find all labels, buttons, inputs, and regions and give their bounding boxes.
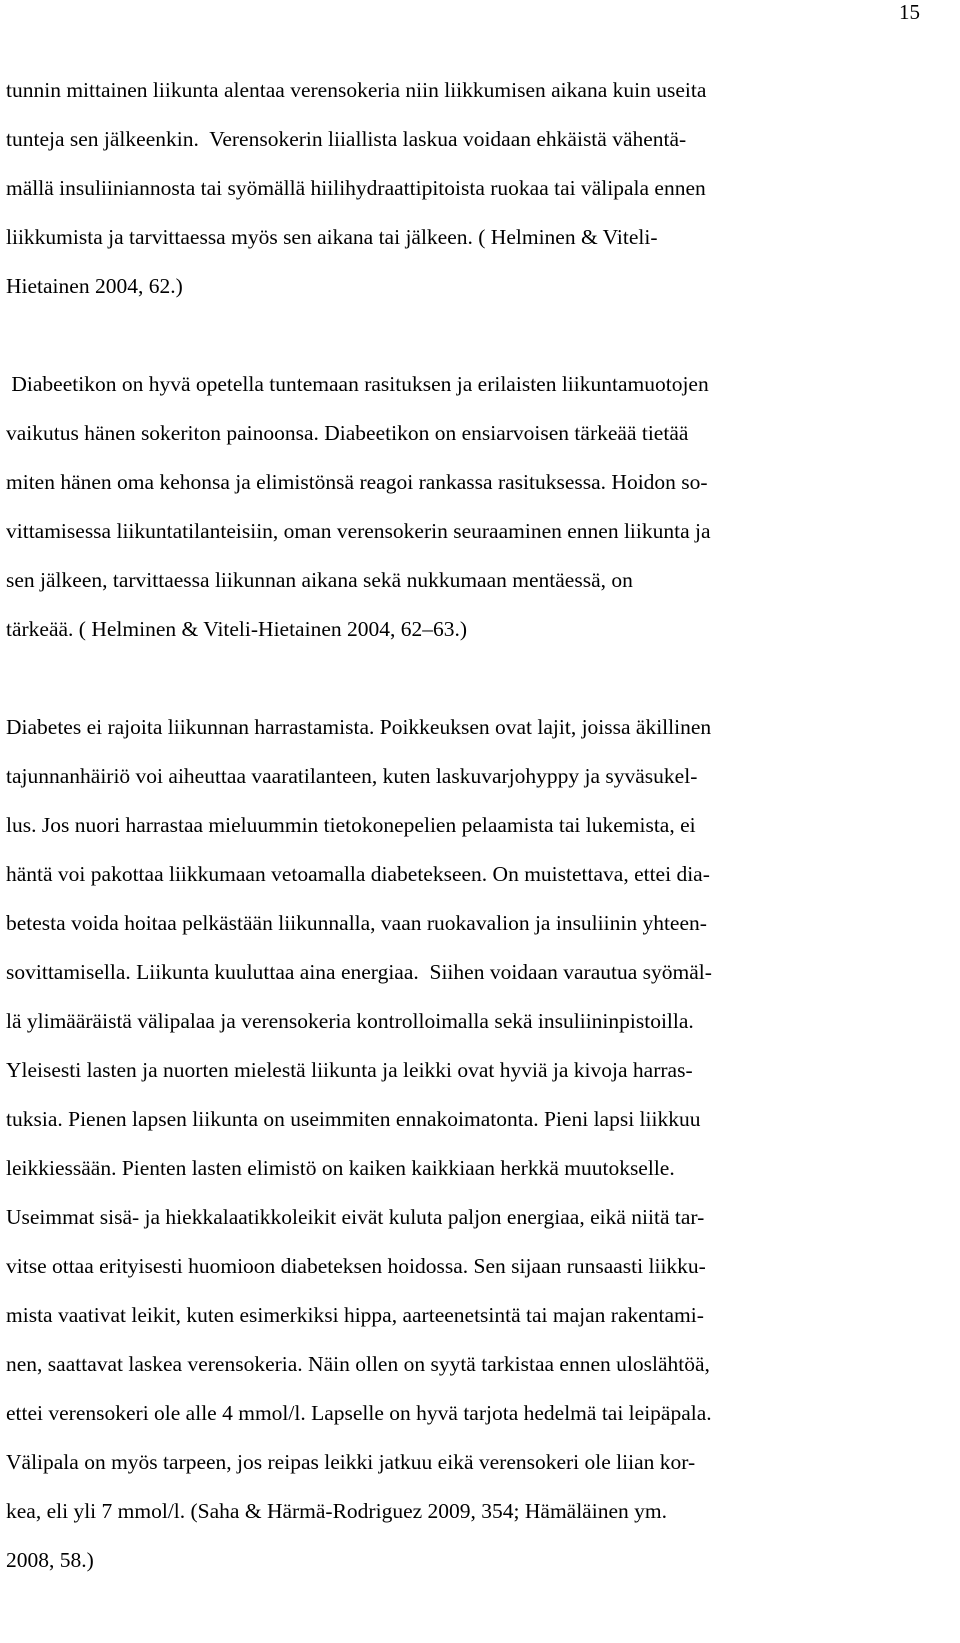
text-line: tajunnanhäiriö voi aiheuttaa vaaratilanteen, kuten laskuvarjohyppy ja syväsukel- <box>6 764 698 788</box>
paragraph-1 <box>6 66 906 311</box>
text-line: liikkumista ja tarvittaessa myös sen aikana tai jälkeen. ( Helminen & Viteli- <box>6 225 658 249</box>
text-line: lus. Jos nuori harrastaa mieluummin tietokonepelien pelaamista tai lukemista, ei <box>6 813 696 837</box>
text-line: tärkeää. ( Helminen & Viteli-Hietainen 2004, 62–63.) <box>6 617 468 641</box>
paragraph-gap <box>6 311 906 360</box>
document-body <box>6 66 906 1585</box>
text-line: sovittamisella. Liikunta kuuluttaa aina energiaa. Siihen voidaan varautua syömäl- <box>6 960 712 984</box>
text-line: lä ylimääräistä välipalaa ja verensokeria kontrolloimalla sekä insuliininpistoilla. <box>6 1009 694 1033</box>
page-number: 15 <box>899 0 920 24</box>
text-line: sen jälkeen, tarvittaessa liikunnan aikana sekä nukkumaan mentäessä, on <box>6 568 633 592</box>
text-line: mista vaativat leikit, kuten esimerkiksi hippa, aarteenetsintä tai majan rakentami- <box>6 1303 704 1327</box>
paragraph-gap <box>6 654 906 703</box>
text-line: häntä voi pakottaa liikkumaan vetoamalla diabetekseen. On muistettava, ettei dia- <box>6 862 710 886</box>
text-line: nen, saattavat laskea verensokeria. Näin ollen on syytä tarkistaa ennen uloslähtöä, <box>6 1352 710 1376</box>
text-line: Useimmat sisä- ja hiekkalaatikkoleikit eivät kuluta paljon energiaa, eikä niitä tar- <box>6 1205 705 1229</box>
text-line: vaikutus hänen sokeriton painoonsa. Diabeetikon on ensiarvoisen tärkeää tietää <box>6 421 689 445</box>
text-line: vitse ottaa erityisesti huomioon diabeteksen hoidossa. Sen sijaan runsaasti liikku- <box>6 1254 706 1278</box>
text-line: leikkiessään. Pienten lasten elimistö on kaiken kaikkiaan herkkä muutokselle. <box>6 1156 675 1180</box>
text-line: tunnin mittainen liikunta alentaa verensokeria niin liikkumisen aikana kuin useita <box>6 78 707 102</box>
text-line: kea, eli yli 7 mmol/l. (Saha & Härmä-Rodriguez 2009, 354; Hämäläinen ym. <box>6 1499 667 1523</box>
text-line: Diabeetikon on hyvä opetella tuntemaan rasituksen ja erilaisten liikuntamuotojen <box>6 372 709 396</box>
paragraph-2 <box>6 360 906 654</box>
text-line: Välipala on myös tarpeen, jos reipas leikki jatkuu eikä verensokeri ole liian kor- <box>6 1450 696 1474</box>
text-line: vittamisessa liikuntatilanteisiin, oman verensokerin seuraaminen ennen liikunta ja <box>6 519 711 543</box>
text-line: Hietainen 2004, 62.) <box>6 274 183 298</box>
paragraph-3 <box>6 703 906 1585</box>
text-line: ettei verensokeri ole alle 4 mmol/l. Lapselle on hyvä tarjota hedelmä tai leipäpala. <box>6 1401 712 1425</box>
text-line: Diabetes ei rajoita liikunnan harrastamista. Poikkeuksen ovat lajit, joissa äkillinen <box>6 715 712 739</box>
text-line: tuksia. Pienen lapsen liikunta on useimmiten ennakoimatonta. Pieni lapsi liikkuu <box>6 1107 701 1131</box>
text-line: 2008, 58.) <box>6 1548 94 1572</box>
text-line: tunteja sen jälkeenkin. Verensokerin liiallista laskua voidaan ehkäistä vähentä- <box>6 127 687 151</box>
text-line: miten hänen oma kehonsa ja elimistönsä reagoi rankassa rasituksessa. Hoidon so- <box>6 470 708 494</box>
text-line: betesta voida hoitaa pelkästään liikunnalla, vaan ruokavalion ja insuliinin yhteen- <box>6 911 707 935</box>
text-line: mällä insuliiniannosta tai syömällä hiilihydraattipitoista ruokaa tai välipala ennen <box>6 176 706 200</box>
text-line: Yleisesti lasten ja nuorten mielestä liikunta ja leikki ovat hyviä ja kivoja harras- <box>6 1058 693 1082</box>
